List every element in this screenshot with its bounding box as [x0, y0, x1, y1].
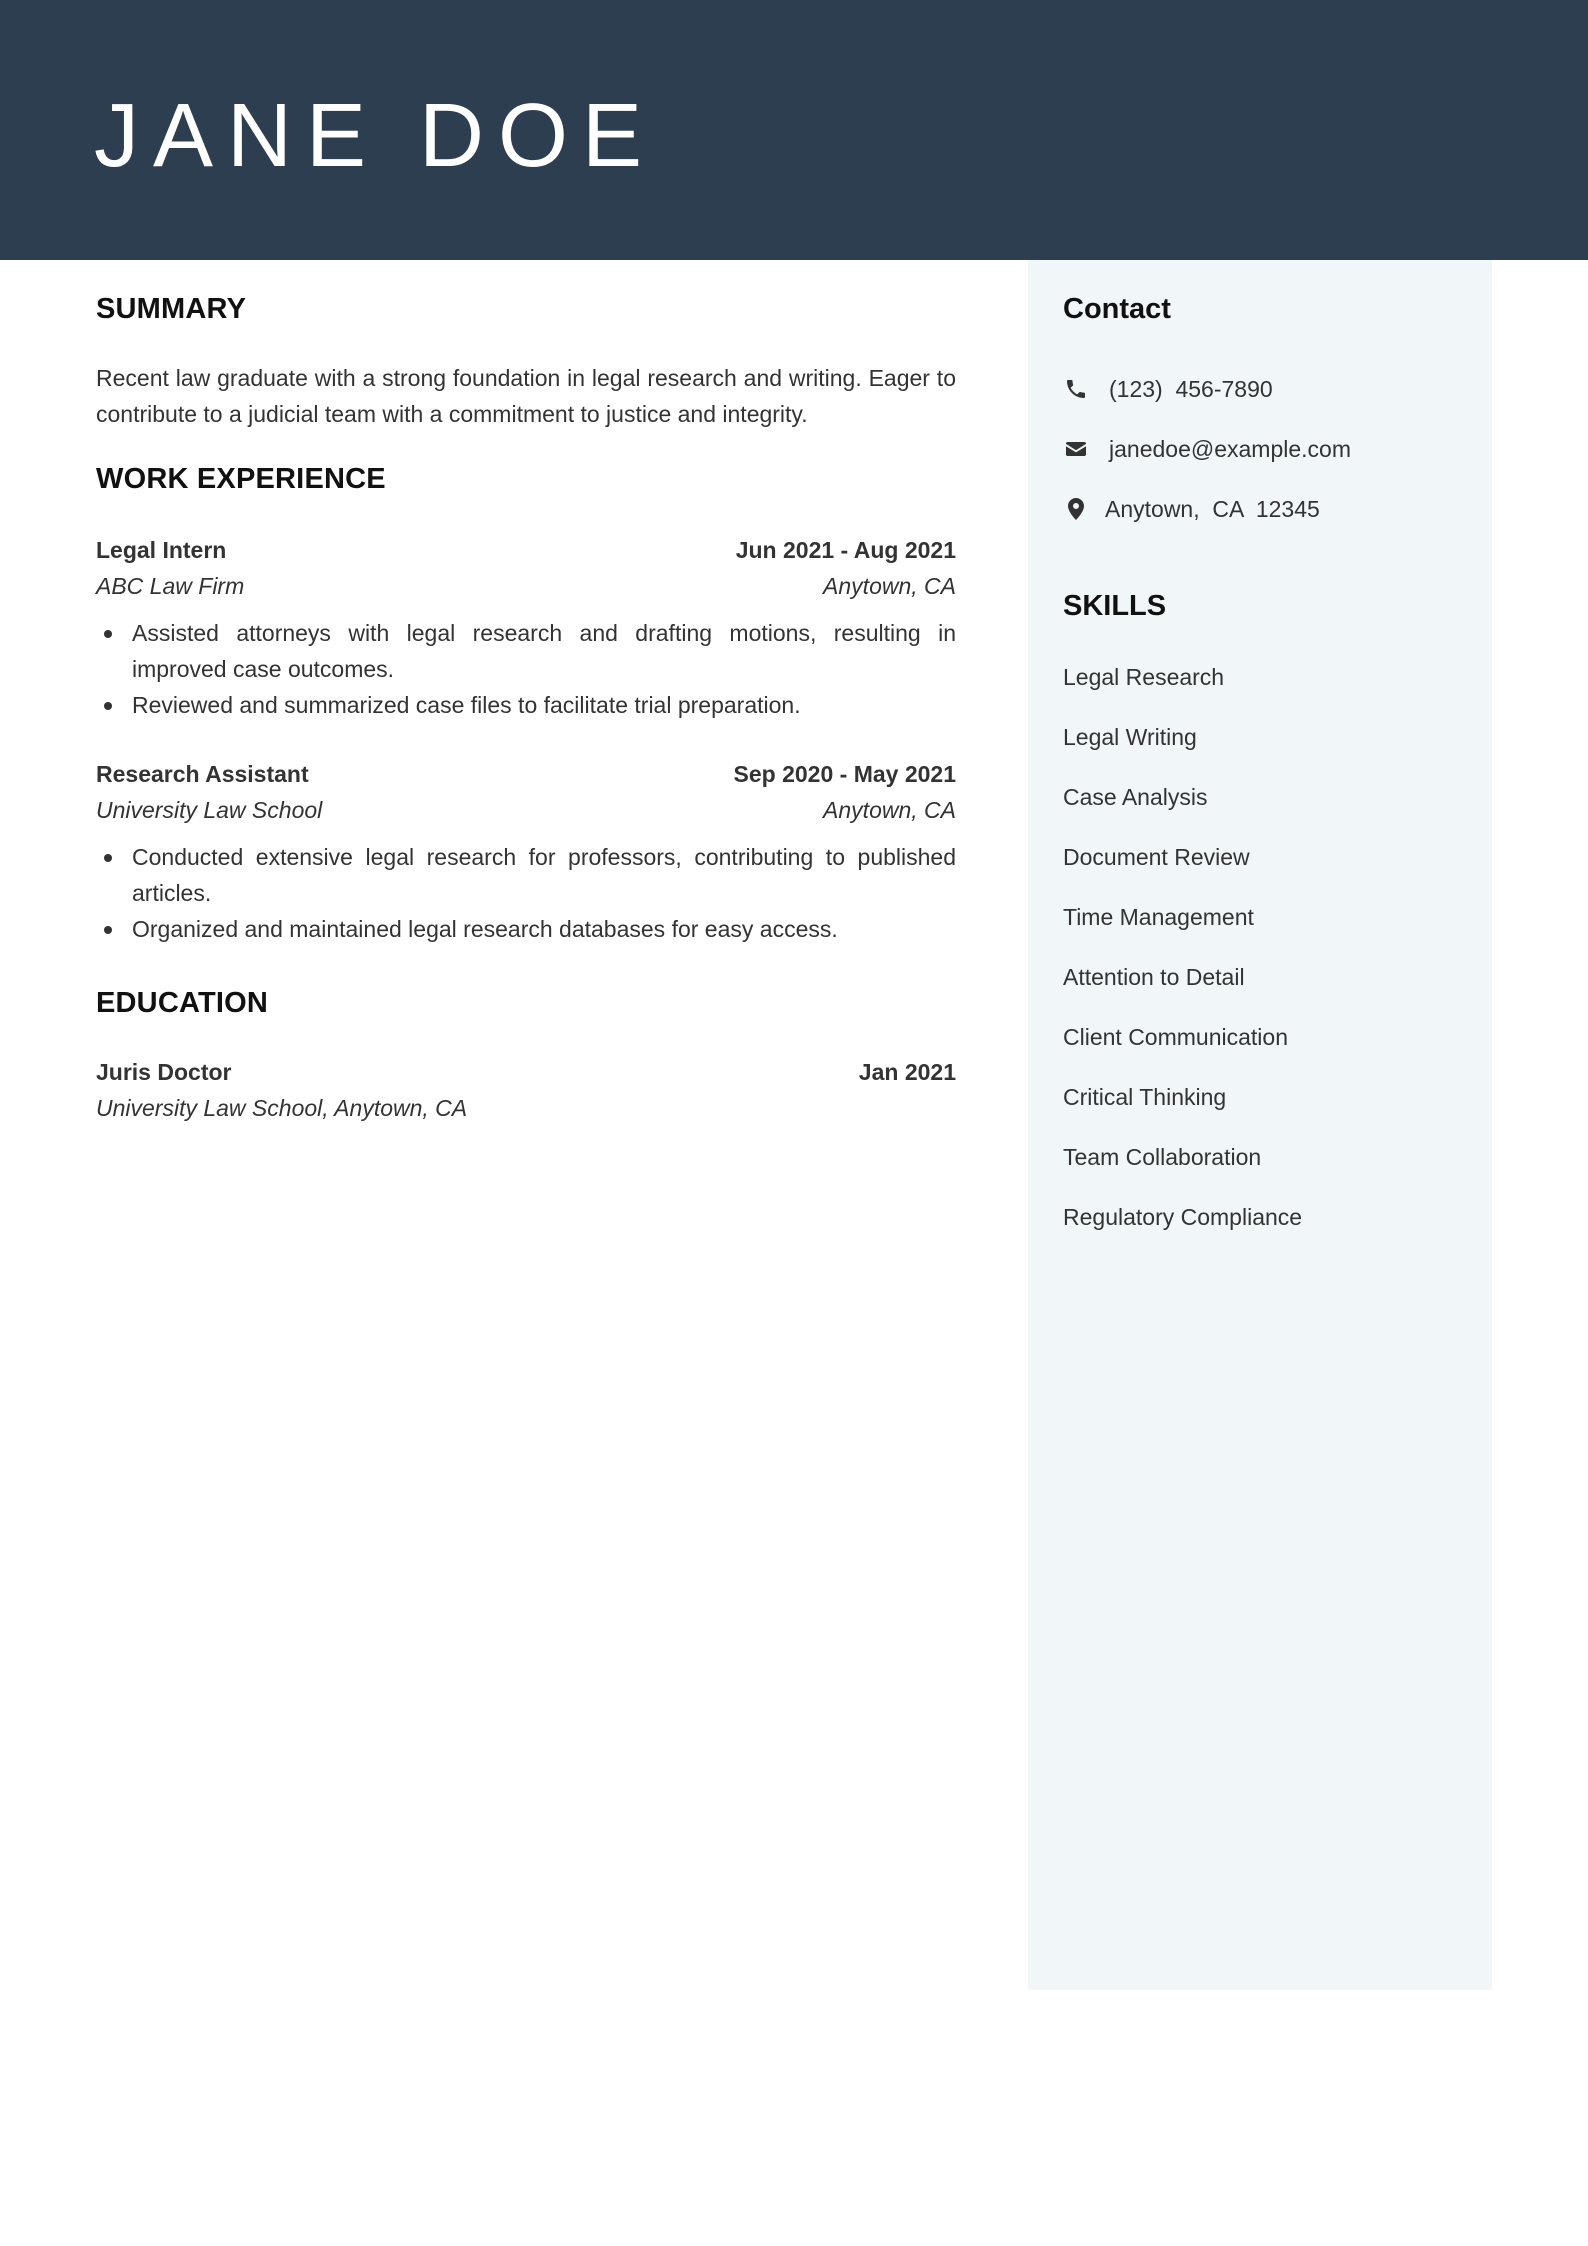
contact-address	[1063, 491, 1320, 527]
job-bullets	[96, 839, 956, 947]
bullet-item	[96, 615, 956, 687]
skill-item: Team Collaboration	[1063, 1144, 1262, 1170]
bullet-text: Reviewed and summarized case files to facilitate trial preparation.	[132, 692, 801, 718]
skill-item: Legal Writing	[1063, 724, 1197, 750]
degree: Juris Doctor	[96, 1059, 232, 1085]
skill-item: Client Communication	[1063, 1024, 1288, 1050]
degree-date: Jan 2021	[858, 1059, 956, 1085]
education-header-row	[96, 1054, 956, 1090]
bullet-item	[96, 687, 956, 723]
bullet-text: Organized and maintained legal research databases for easy access.	[132, 916, 838, 942]
job-dates: Sep 2020 - May 2021	[733, 761, 956, 787]
skill-item: Attention to Detail	[1063, 964, 1245, 990]
job-org-row	[96, 568, 956, 604]
job-dates: Jun 2021 - Aug 2021	[735, 537, 956, 563]
bullet-dot	[104, 630, 112, 638]
skills-heading: SKILLS	[1063, 590, 1167, 622]
school: University Law School, Anytown, CA	[96, 1095, 468, 1121]
job-role: Legal Intern	[96, 537, 227, 563]
skill-item: Time Management	[1063, 904, 1254, 930]
job-header-row	[96, 756, 956, 792]
job-location: Anytown, CA	[823, 797, 956, 823]
summary-text: Recent law graduate with a strong foundation in legal research and writing. Eager to contribute to a judicial team with a commitment to justice and integrity.	[96, 365, 956, 427]
bullet-item	[96, 911, 956, 947]
phone-number: (123) 456-7890	[1109, 375, 1273, 402]
phone-icon	[1063, 376, 1089, 402]
address-text: Anytown, CA 12345	[1105, 495, 1320, 522]
job-header-row	[96, 532, 956, 568]
candidate-name: JANE DOE	[94, 86, 657, 186]
job-org-row	[96, 792, 956, 828]
skill-item: Legal Research	[1063, 664, 1225, 690]
bullet-item	[96, 839, 956, 911]
contact-phone	[1063, 371, 1273, 407]
work-experience-heading: WORK EXPERIENCE	[96, 463, 386, 495]
email-address: janedoe@example.com	[1109, 435, 1351, 462]
contact-email	[1063, 431, 1351, 467]
summary-heading: SUMMARY	[96, 293, 247, 325]
skill-item: Document Review	[1063, 844, 1250, 870]
bullet-text: Conducted extensive legal research for professors, contributing to published articles.	[132, 844, 956, 906]
header-banner	[0, 0, 1588, 260]
bullet-text: Assisted attorneys with legal research and drafting motions, resulting in improved case outcomes.	[132, 620, 956, 682]
education-school-row	[96, 1090, 956, 1126]
envelope-icon	[1063, 436, 1089, 462]
job-bullets	[96, 615, 956, 723]
job-organization: University Law School	[96, 797, 323, 823]
skill-item: Critical Thinking	[1063, 1084, 1227, 1110]
job-organization: ABC Law Firm	[96, 573, 245, 599]
bullet-dot	[104, 926, 112, 934]
skill-item: Case Analysis	[1063, 784, 1208, 810]
map-pin-icon	[1063, 496, 1089, 522]
bullet-dot	[104, 854, 112, 862]
bullet-dot	[104, 702, 112, 710]
contact-heading: Contact	[1063, 293, 1171, 325]
skill-item: Regulatory Compliance	[1063, 1204, 1303, 1230]
education-heading: EDUCATION	[96, 987, 269, 1019]
job-role: Research Assistant	[96, 761, 309, 787]
job-location: Anytown, CA	[823, 573, 956, 599]
